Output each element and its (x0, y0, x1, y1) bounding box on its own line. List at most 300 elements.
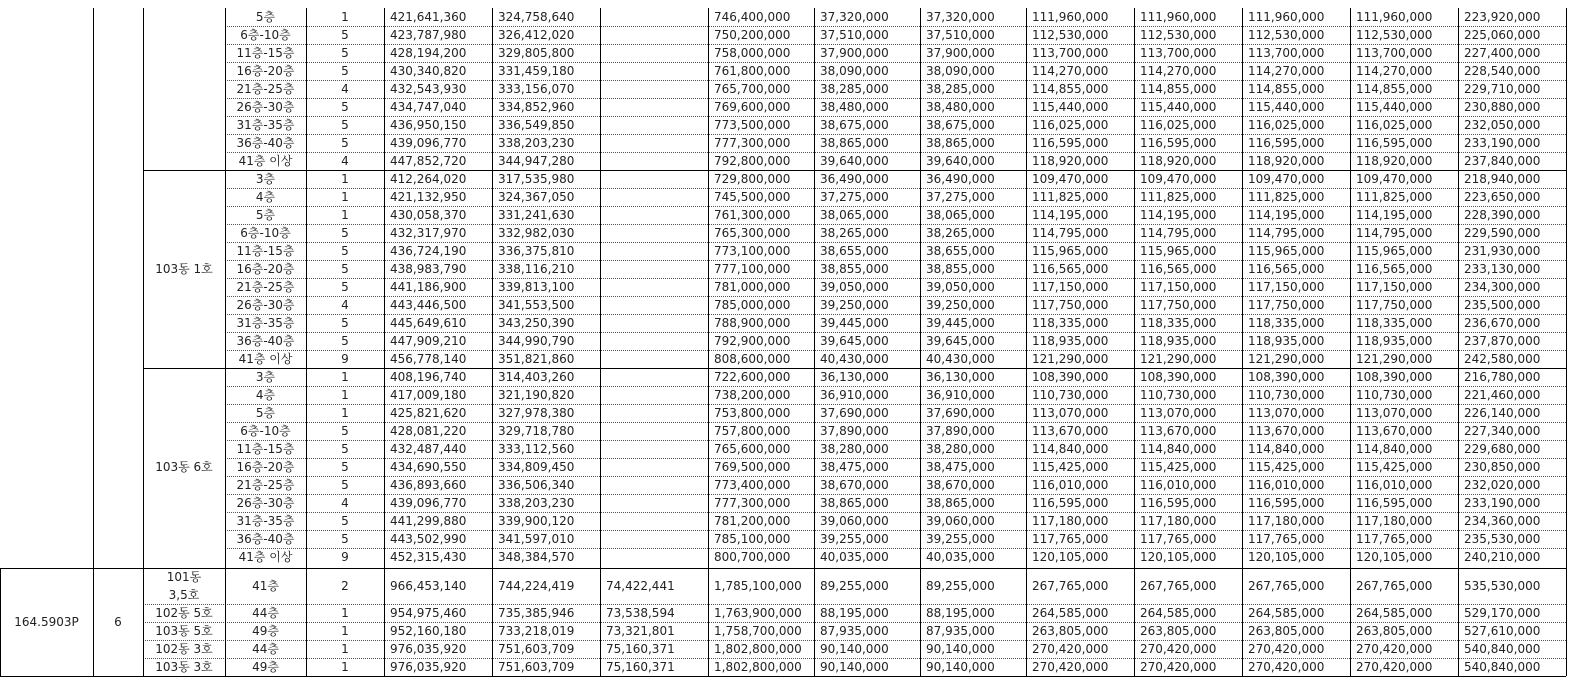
c5-cell: 114,840,000 (1248, 442, 1325, 456)
c3-cell: 113,070,000 (1032, 406, 1109, 420)
units-cell: 4 (341, 154, 349, 168)
c2-cell: 38,285,000 (926, 82, 995, 96)
c2-cell: 38,280,000 (926, 442, 995, 456)
c4-cell: 109,470,000 (1140, 172, 1217, 186)
c3-cell: 116,565,000 (1032, 262, 1109, 276)
c4-cell: 114,195,000 (1140, 208, 1217, 222)
c7-cell: 223,920,000 (1464, 10, 1541, 24)
c6-cell: 111,960,000 (1356, 10, 1433, 24)
v2-cell: 336,375,810 (498, 244, 575, 258)
v1-cell: 436,724,190 (390, 244, 467, 258)
units-cell: 5 (341, 478, 349, 492)
c7-cell: 236,670,000 (1464, 316, 1541, 330)
total-cell: 777,300,000 (714, 136, 791, 150)
v1-cell: 436,950,150 (390, 118, 467, 132)
c4-cell: 117,765,000 (1140, 532, 1217, 546)
unit-type-label: 103동 3호 (155, 660, 213, 674)
column-divider (1026, 8, 1027, 676)
c1-cell: 38,265,000 (820, 226, 889, 240)
floor-cell: 5층 (255, 10, 276, 24)
c5-cell: 117,180,000 (1248, 514, 1325, 528)
column-divider (1458, 8, 1459, 676)
column-divider (920, 8, 921, 676)
v3-cell: 73,538,594 (606, 606, 675, 620)
c2-cell: 90,140,000 (926, 660, 995, 674)
c6-cell: 110,730,000 (1356, 388, 1433, 402)
v3-cell (600, 170, 708, 188)
c3-cell: 110,730,000 (1032, 388, 1109, 402)
floor-cell: 31층-35층 (236, 514, 295, 528)
c5-cell: 108,390,000 (1248, 370, 1325, 384)
c7-cell: 228,540,000 (1464, 64, 1541, 78)
v1-cell: 428,081,220 (390, 424, 467, 438)
c2-cell: 39,640,000 (926, 154, 995, 168)
v1-cell: 447,909,210 (390, 334, 467, 348)
c2-cell: 37,690,000 (926, 406, 995, 420)
c4-cell: 113,070,000 (1140, 406, 1217, 420)
floor-cell: 21층-25층 (236, 82, 295, 96)
v2-cell: 326,412,020 (498, 28, 575, 42)
column-divider (492, 8, 493, 676)
v1-cell: 432,543,930 (390, 82, 467, 96)
c2-cell: 36,130,000 (926, 370, 995, 384)
c2-cell: 40,035,000 (926, 550, 995, 564)
c6-cell: 267,765,000 (1356, 579, 1433, 593)
row-divider (225, 422, 1566, 423)
c6-cell: 121,290,000 (1356, 352, 1433, 366)
c4-cell: 270,420,000 (1140, 642, 1217, 656)
c3-cell: 270,420,000 (1032, 660, 1109, 674)
c7-cell: 527,610,000 (1464, 624, 1541, 638)
c6-cell: 113,700,000 (1356, 46, 1433, 60)
c2-cell: 38,065,000 (926, 208, 995, 222)
c5-cell: 116,010,000 (1248, 478, 1325, 492)
v3-cell (600, 512, 708, 530)
total-cell: 788,900,000 (714, 316, 791, 330)
v2-cell: 344,947,280 (498, 154, 575, 168)
c3-cell: 117,750,000 (1032, 298, 1109, 312)
v3-cell (600, 548, 708, 566)
v2-cell: 333,156,070 (498, 82, 575, 96)
v1-cell: 439,096,770 (390, 496, 467, 510)
c3-cell: 120,105,000 (1032, 550, 1109, 564)
total-cell: 761,300,000 (714, 208, 791, 222)
c2-cell: 36,490,000 (926, 172, 995, 186)
v1-cell: 443,502,990 (390, 532, 467, 546)
floor-cell: 36층-40층 (236, 334, 295, 348)
label-part: 101동 (166, 570, 202, 584)
units-cell: 1 (341, 172, 349, 186)
row-divider (225, 98, 1566, 99)
c5-cell: 267,765,000 (1248, 579, 1325, 593)
c1-cell: 38,655,000 (820, 244, 889, 258)
c4-cell: 110,730,000 (1140, 388, 1217, 402)
v3-cell (600, 332, 708, 350)
v2-cell: 744,224,419 (498, 579, 575, 593)
floor-cell: 3층 (255, 172, 276, 186)
c3-cell: 118,935,000 (1032, 334, 1109, 348)
v2-cell: 327,978,380 (498, 406, 575, 420)
floor-cell: 16층-20층 (236, 460, 295, 474)
v3-cell (600, 224, 708, 242)
total-cell: 753,800,000 (714, 406, 791, 420)
c6-cell: 115,965,000 (1356, 244, 1433, 258)
c3-cell: 118,335,000 (1032, 316, 1109, 330)
column-divider (1566, 8, 1567, 676)
c4-cell: 108,390,000 (1140, 370, 1217, 384)
total-cell: 769,500,000 (714, 460, 791, 474)
c2-cell: 37,275,000 (926, 190, 995, 204)
v3-cell (600, 260, 708, 278)
c7-cell: 233,130,000 (1464, 262, 1541, 276)
c1-cell: 40,035,000 (820, 550, 889, 564)
row-divider (143, 368, 1566, 369)
c2-cell: 37,510,000 (926, 28, 995, 42)
c6-cell: 118,935,000 (1356, 334, 1433, 348)
column-divider (708, 8, 709, 676)
c5-cell: 116,595,000 (1248, 136, 1325, 150)
c1-cell: 38,475,000 (820, 460, 889, 474)
v1-cell: 428,194,200 (390, 46, 467, 60)
c6-cell: 117,750,000 (1356, 298, 1433, 312)
units-cell: 5 (341, 424, 349, 438)
total-cell: 750,200,000 (714, 28, 791, 42)
unit-type-label (143, 568, 225, 604)
c7-cell: 233,190,000 (1464, 496, 1541, 510)
c1-cell: 38,285,000 (820, 82, 889, 96)
c2-cell: 39,050,000 (926, 280, 995, 294)
c5-cell: 115,440,000 (1248, 100, 1325, 114)
c6-cell: 116,025,000 (1356, 118, 1433, 132)
row-divider (143, 658, 1566, 659)
units-cell: 1 (341, 406, 349, 420)
c2-cell: 37,890,000 (926, 424, 995, 438)
v3-cell (600, 314, 708, 332)
v3-cell (600, 188, 708, 206)
c1-cell: 88,195,000 (820, 606, 889, 620)
c1-cell: 37,510,000 (820, 28, 889, 42)
c1-cell: 38,855,000 (820, 262, 889, 276)
v1-cell: 408,196,740 (390, 370, 467, 384)
c7-cell: 223,650,000 (1464, 190, 1541, 204)
c3-cell: 114,795,000 (1032, 226, 1109, 240)
c4-cell: 113,670,000 (1140, 424, 1217, 438)
c5-cell: 270,420,000 (1248, 660, 1325, 674)
c1-cell: 39,640,000 (820, 154, 889, 168)
v2-cell: 351,821,860 (498, 352, 575, 366)
units-cell: 9 (341, 352, 349, 366)
c1-cell: 90,140,000 (820, 642, 889, 656)
c6-cell: 115,425,000 (1356, 460, 1433, 474)
c4-cell: 115,965,000 (1140, 244, 1217, 258)
c1-cell: 39,645,000 (820, 334, 889, 348)
c6-cell: 112,530,000 (1356, 28, 1433, 42)
c7-cell: 540,840,000 (1464, 642, 1541, 656)
floor-cell: 26층-30층 (236, 496, 295, 510)
c3-cell: 115,440,000 (1032, 100, 1109, 114)
row-divider (143, 604, 1566, 605)
c6-cell: 113,070,000 (1356, 406, 1433, 420)
c4-cell: 263,805,000 (1140, 624, 1217, 638)
units-cell: 9 (341, 550, 349, 564)
c5-cell: 121,290,000 (1248, 352, 1325, 366)
c4-cell: 117,750,000 (1140, 298, 1217, 312)
c2-cell: 38,670,000 (926, 478, 995, 492)
c6-cell: 114,840,000 (1356, 442, 1433, 456)
floor-cell: 21층-25층 (236, 280, 295, 294)
c2-cell: 39,645,000 (926, 334, 995, 348)
total-cell: 773,100,000 (714, 244, 791, 258)
c3-cell: 115,965,000 (1032, 244, 1109, 258)
v1-cell: 441,299,880 (390, 514, 467, 528)
floor-cell: 41층 (252, 579, 279, 593)
c3-cell: 114,270,000 (1032, 64, 1109, 78)
units-cell: 5 (341, 244, 349, 258)
c6-cell: 117,765,000 (1356, 532, 1433, 546)
c5-cell: 117,765,000 (1248, 532, 1325, 546)
c1-cell: 37,690,000 (820, 406, 889, 420)
v3-cell: 75,160,371 (606, 642, 675, 656)
c1-cell: 39,445,000 (820, 316, 889, 330)
units-cell: 4 (341, 82, 349, 96)
c4-cell: 116,595,000 (1140, 136, 1217, 150)
c1-cell: 39,050,000 (820, 280, 889, 294)
c2-cell: 38,480,000 (926, 100, 995, 114)
c3-cell: 118,920,000 (1032, 154, 1109, 168)
row-divider (225, 404, 1566, 405)
row-divider (225, 242, 1566, 243)
c7-cell: 230,850,000 (1464, 460, 1541, 474)
c7-cell: 229,710,000 (1464, 82, 1541, 96)
c2-cell: 38,475,000 (926, 460, 995, 474)
c3-cell: 111,960,000 (1032, 10, 1109, 24)
units-cell: 5 (341, 316, 349, 330)
c4-cell: 117,150,000 (1140, 280, 1217, 294)
c5-cell: 114,855,000 (1248, 82, 1325, 96)
c6-cell: 116,010,000 (1356, 478, 1433, 492)
floor-cell: 44층 (252, 606, 279, 620)
unit-type-label: 102동 5호 (155, 606, 213, 620)
v3-cell (600, 530, 708, 548)
floor-cell: 4층 (255, 190, 276, 204)
v2-cell: 324,367,050 (498, 190, 575, 204)
c3-cell: 111,825,000 (1032, 190, 1109, 204)
c1-cell: 39,255,000 (820, 532, 889, 546)
row-divider (225, 296, 1566, 297)
units-cell: 1 (341, 10, 349, 24)
c1-cell: 38,675,000 (820, 118, 889, 132)
c5-cell: 115,965,000 (1248, 244, 1325, 258)
v2-cell: 331,241,630 (498, 208, 575, 222)
v1-cell: 954,975,460 (390, 606, 467, 620)
c5-cell: 110,730,000 (1248, 388, 1325, 402)
c2-cell: 38,655,000 (926, 244, 995, 258)
c7-cell: 226,140,000 (1464, 406, 1541, 420)
c1-cell: 38,865,000 (820, 136, 889, 150)
c2-cell: 88,195,000 (926, 606, 995, 620)
c3-cell: 116,010,000 (1032, 478, 1109, 492)
v1-cell: 447,852,720 (390, 154, 467, 168)
row-divider (225, 548, 1566, 549)
column-divider (306, 8, 307, 676)
c7-cell: 227,400,000 (1464, 46, 1541, 60)
c1-cell: 87,935,000 (820, 624, 889, 638)
c6-cell: 109,470,000 (1356, 172, 1433, 186)
c2-cell: 38,675,000 (926, 118, 995, 132)
column-divider (1242, 8, 1243, 676)
c6-cell: 115,440,000 (1356, 100, 1433, 114)
c4-cell: 111,960,000 (1140, 10, 1217, 24)
column-divider (600, 8, 601, 676)
v3-cell (600, 440, 708, 458)
row-divider (225, 224, 1566, 225)
c4-cell: 264,585,000 (1140, 606, 1217, 620)
row-divider (225, 188, 1566, 189)
c4-cell: 116,025,000 (1140, 118, 1217, 132)
c4-cell: 120,105,000 (1140, 550, 1217, 564)
v3-cell (600, 134, 708, 152)
v2-cell: 348,384,570 (498, 550, 575, 564)
c6-cell: 118,335,000 (1356, 316, 1433, 330)
c6-cell: 114,270,000 (1356, 64, 1433, 78)
c2-cell: 39,250,000 (926, 298, 995, 312)
v3-cell (600, 98, 708, 116)
v3-cell: 73,321,801 (606, 624, 675, 638)
v3-cell (600, 296, 708, 314)
column-divider (0, 568, 1, 676)
total-cell: 765,300,000 (714, 226, 791, 240)
floor-cell: 16층-20층 (236, 262, 295, 276)
unit-type-label: 103동 1호 (155, 262, 213, 276)
c4-cell: 118,920,000 (1140, 154, 1217, 168)
c2-cell: 38,265,000 (926, 226, 995, 240)
floor-cell: 26층-30층 (236, 100, 295, 114)
v1-cell: 456,778,140 (390, 352, 467, 366)
floor-cell: 11층-15층 (236, 442, 295, 456)
c2-cell: 39,060,000 (926, 514, 995, 528)
c5-cell: 115,425,000 (1248, 460, 1325, 474)
c5-cell: 117,150,000 (1248, 280, 1325, 294)
floor-cell: 36층-40층 (236, 136, 295, 150)
total-cell: 722,600,000 (714, 370, 791, 384)
column-divider (143, 8, 144, 676)
floor-cell: 5층 (255, 208, 276, 222)
total-cell: 765,600,000 (714, 442, 791, 456)
c6-cell: 117,150,000 (1356, 280, 1433, 294)
c6-cell: 263,805,000 (1356, 624, 1433, 638)
c3-cell: 264,585,000 (1032, 606, 1109, 620)
total-cell: 761,800,000 (714, 64, 791, 78)
column-divider (93, 8, 94, 676)
v2-cell: 336,549,850 (498, 118, 575, 132)
column-divider (814, 8, 815, 676)
v3-cell (600, 422, 708, 440)
units-cell: 1 (341, 388, 349, 402)
c7-cell: 221,460,000 (1464, 388, 1541, 402)
c7-cell: 237,840,000 (1464, 154, 1541, 168)
v2-cell: 341,553,500 (498, 298, 575, 312)
c3-cell: 113,700,000 (1032, 46, 1109, 60)
c5-cell: 120,105,000 (1248, 550, 1325, 564)
row-divider (225, 80, 1566, 81)
row-divider (225, 134, 1566, 135)
total-cell: 777,300,000 (714, 496, 791, 510)
c5-cell: 111,960,000 (1248, 10, 1325, 24)
row-divider (225, 152, 1566, 153)
c1-cell: 38,480,000 (820, 100, 889, 114)
v1-cell: 425,821,620 (390, 406, 467, 420)
units-cell: 5 (341, 442, 349, 456)
c1-cell: 36,490,000 (820, 172, 889, 186)
v1-cell: 421,132,950 (390, 190, 467, 204)
total-cell: 1,758,700,000 (714, 624, 802, 638)
c3-cell: 108,390,000 (1032, 370, 1109, 384)
c5-cell: 114,795,000 (1248, 226, 1325, 240)
row-divider (225, 494, 1566, 495)
v3-cell (600, 116, 708, 134)
c4-cell: 111,825,000 (1140, 190, 1217, 204)
c3-cell: 267,765,000 (1032, 579, 1109, 593)
c5-cell: 113,670,000 (1248, 424, 1325, 438)
v3-cell (600, 494, 708, 512)
c7-cell: 218,940,000 (1464, 172, 1541, 186)
row-divider (225, 440, 1566, 441)
c2-cell: 37,900,000 (926, 46, 995, 60)
v2-cell: 332,982,030 (498, 226, 575, 240)
total-cell: 1,802,800,000 (714, 660, 802, 674)
v3-cell (600, 278, 708, 296)
v2-cell: 344,990,790 (498, 334, 575, 348)
c7-cell: 225,060,000 (1464, 28, 1541, 42)
v1-cell: 976,035,920 (390, 660, 467, 674)
c1-cell: 40,430,000 (820, 352, 889, 366)
v2-cell: 321,190,820 (498, 388, 575, 402)
floor-cell: 6층-10층 (240, 28, 291, 42)
floor-cell: 41층 이상 (238, 550, 293, 564)
c5-cell: 118,920,000 (1248, 154, 1325, 168)
units-cell: 1 (341, 370, 349, 384)
total-cell: 800,700,000 (714, 550, 791, 564)
v3-cell (600, 206, 708, 224)
c6-cell: 116,595,000 (1356, 496, 1433, 510)
c3-cell: 115,425,000 (1032, 460, 1109, 474)
row-divider (143, 640, 1566, 641)
total-cell: 765,700,000 (714, 82, 791, 96)
c4-cell: 115,440,000 (1140, 100, 1217, 114)
c5-cell: 113,070,000 (1248, 406, 1325, 420)
v2-cell: 733,218,019 (498, 624, 575, 638)
c3-cell: 117,180,000 (1032, 514, 1109, 528)
c2-cell: 39,255,000 (926, 532, 995, 546)
v1-cell: 443,446,500 (390, 298, 467, 312)
c1-cell: 38,090,000 (820, 64, 889, 78)
c7-cell: 240,210,000 (1464, 550, 1541, 564)
v2-cell: 338,203,230 (498, 496, 575, 510)
c5-cell: 270,420,000 (1248, 642, 1325, 656)
row-divider (225, 512, 1566, 513)
total-cell: 746,400,000 (714, 10, 791, 24)
units-cell: 4 (341, 298, 349, 312)
c7-cell: 540,840,000 (1464, 660, 1541, 674)
c6-cell: 264,585,000 (1356, 606, 1433, 620)
units-cell: 4 (341, 496, 349, 510)
floor-cell: 49층 (252, 660, 279, 674)
floor-cell: 11층-15층 (236, 46, 295, 60)
c1-cell: 38,865,000 (820, 496, 889, 510)
v1-cell: 417,009,180 (390, 388, 467, 402)
c4-cell: 121,290,000 (1140, 352, 1217, 366)
c1-cell: 37,900,000 (820, 46, 889, 60)
